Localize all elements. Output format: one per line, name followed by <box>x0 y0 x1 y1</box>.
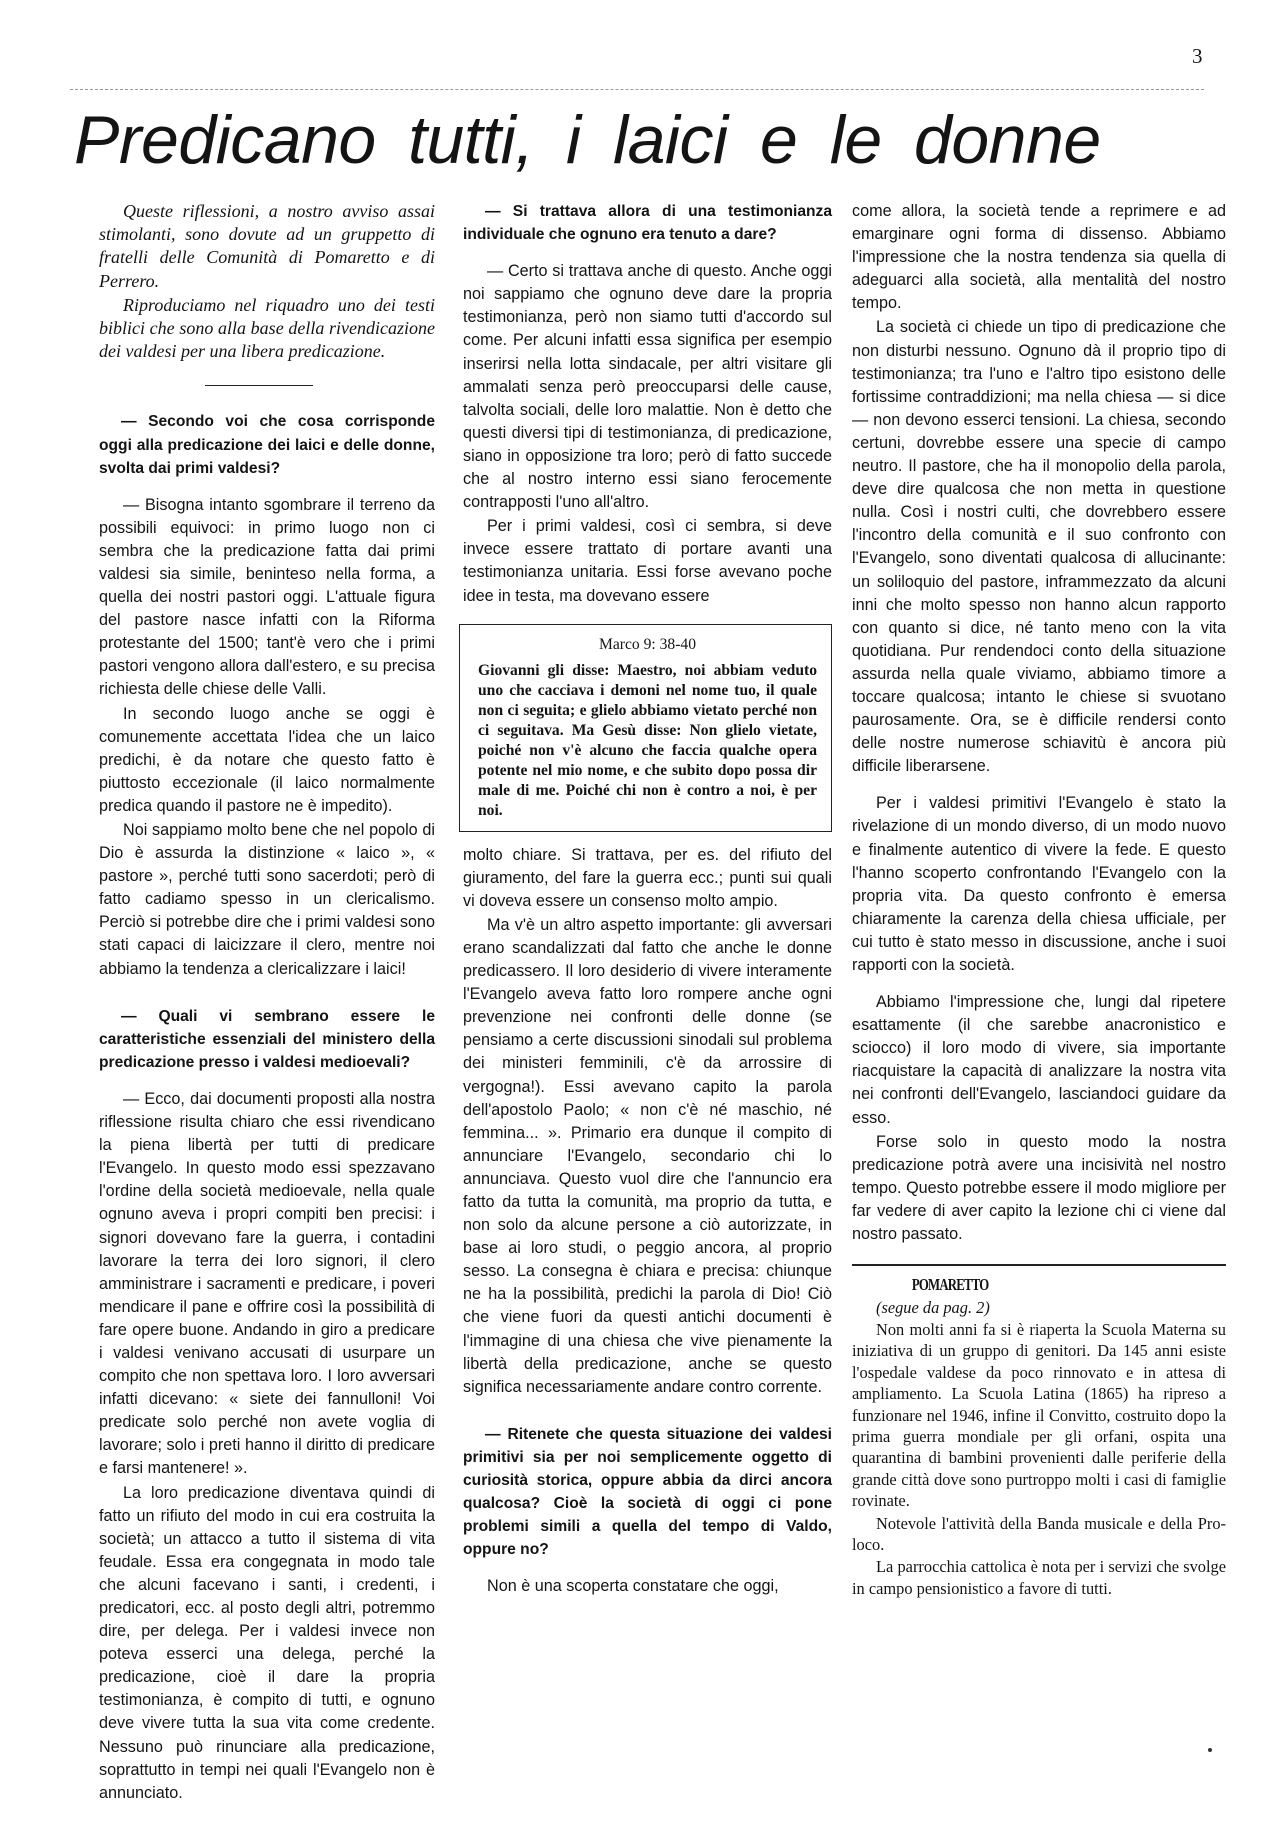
intro-separator <box>205 385 313 386</box>
column-1 <box>99 200 435 1805</box>
paragraph: In secondo luogo anche se oggi è comunemente accettata l'idea che un laico predichi, è da notare che questo fatto è piuttosto eccezionale (il laico normalmente predica quando il pastore ne è impedito). <box>99 704 435 815</box>
bible-quote-box <box>459 624 832 832</box>
column-2-bottom <box>463 844 832 1599</box>
paragraph: Noi sappiamo molto bene che nel popolo di Dio è assurda la distinzione « laico », « pastore », perché tutti sono sacerdoti; però di fatto cadiamo spesso in un clericalismo. Perciò si potrebbe dire che i primi valdesi sono stati capaci di laicizzare il clero, mentre noi abbiamo la tendenza a clericalizzare i laici! <box>99 821 435 978</box>
paragraph: — Bisogna intanto sgombrare il terreno da possibili equivoci: in primo luogo non ci sembra che la predicazione fatta dai primi valdesi sia simile, beninteso nella forma, a quella dei nostri pastori oggi. L'attuale figura del pastore nasce infatti con la Riforma protestante del 1500; tant'è vero che i primi pastori vengono allora dall'estero, e su precisa richiesta delle chiese delle Valli. <box>99 495 435 699</box>
bible-reference: Marco 9: 38-40 <box>598 635 696 653</box>
pomaretto-paragraph: Notevole l'attività della Banda musicale e della Pro-loco. <box>852 1513 1226 1554</box>
question: — Secondo voi che cosa corrisponde oggi alla predicazione dei laici e delle donne, svolta dai primi valdesi? <box>99 413 435 477</box>
top-rule <box>70 89 1204 90</box>
paragraph: Forse solo in questo modo la nostra predicazione potrà avere una incisività nel nostro tempo. Questo potrebbe essere il modo migliore per far vedere di aver capito la lezione chi ci viene dal nostro passato. <box>852 1132 1226 1244</box>
pomaretto-subtitle: (segue da pag. 2) <box>876 1297 990 1317</box>
column-2 <box>463 200 832 1599</box>
pomaretto-rule <box>852 1264 1226 1266</box>
pomaretto-title: POMARETTO <box>911 1275 989 1295</box>
paragraph: — Ecco, dai documenti proposti alla nostra riflessione risulta chiaro che essi rivendicano la piena libertà per tutti di predicare l'Evangelo. In questo modo essi spezzavano l'ordine della società medioevale, nella quale ognuno aveva i propri compiti ben precisi: i signori dovevano fare la guerra, i contadini lavorare la terra dei loro signori, il clero amministrare i sacramenti e predicare, i poveri mendicare il pane e offrire così la possibilità di fare opere buone. Andando in giro a predicare i valdesi venivano accusati di usurpare un compito che non spettava loro. I loro avversari infatti dicevano: « siete dei fannulloni! Voi predicate solo perché non avete voglia di lavorare; solo i preti hanno il diritto di predicare e farsi mantenere! ». <box>99 1089 435 1478</box>
pomaretto-section <box>852 1274 1226 1599</box>
scan-speck <box>1208 1748 1212 1752</box>
intro <box>99 200 435 363</box>
paragraph: — Certo si trattava anche di questo. Anche oggi noi sappiamo che ognuno deve dare la propria testimonianza, però non siamo tutti d'accordo sul come. Per alcuni infatti essa significa per esempio inserirsi nella lotta sindacale, per altri visitare gli ammalati senza però preoccuparsi delle cause, talvolta sociali, delle loro malattie. Non è detto che questi diversi tipi di testimonianza, di predicazione, siano in opposizione tra loro; però di fatto succede che al nostro interno essi siano ferocemente contrapposti l'uno all'altro. <box>463 262 832 512</box>
column-3 <box>852 200 1226 1599</box>
question: — Si trattava allora di una testimonianza individuale che ognuno era tenuto a dare? <box>463 203 832 244</box>
paragraph: come allora, la società tende a reprimere e ad emarginare ogni forma di dissenso. Abbiamo l'impressione che la nostra tendenza sia quella di adeguarci alla società, alla mentalità del nostro tempo. <box>852 202 1226 313</box>
paragraph: molto chiare. Si trattava, per es. del rifiuto del giuramento, del fare la guerra ecc.; punti sui quali vi doveva essere un consenso molto ampio. <box>463 845 832 910</box>
paragraph: La società ci chiede un tipo di predicazione che non disturbi nessuno. Ognuno dà il proprio tipo di testimonianza; tra l'uno e l'altro tipo esistono delle fortissime contraddizioni; ma nella chiesa — si dice — non devono esserci tensioni. La chiesa, secondo certuni, dovrebbe essere una specie di campo neutro. Il pastore, che ha il monopolio della parola, deve dire qualcosa che non metta in questione nulla. Così i nostri culti, che dovrebbero essere l'incontro della comunità e il suo confronto con l'Evangelo, sono diventati qualcosa di allucinante: un soliloquio del pastore, inframmezzato da alcuni inni che molto spesso non hanno alcun rapporto con quanto si dice, né tanto meno con la vita quotidiana. Pur rendendoci conto della situazione assurda nella quale viviamo, abbiamo timore a toccare qualcosa; intanto le chiese si svuotano paurosamente. Ora, se è difficile rendersi conto delle nostre numerose schiavitù è ancora più difficile liberarsene. <box>852 318 1226 776</box>
paragraph: Non è una scoperta constatare che oggi, <box>487 1577 779 1596</box>
paragraph: Per i primi valdesi, così ci sembra, si deve invece essere trattato di portare avanti una testimonianza unitaria. Essi forse avevano poche idee in testa, ma dovevano essere <box>463 517 832 605</box>
headline: Predicano tutti, i laici e le donne <box>74 102 1101 178</box>
intro-paragraph: Riproduciamo nel riquadro uno dei testi biblici che sono alla base della rivendicazione dei valdesi per una libera predicazione. <box>99 294 435 362</box>
pomaretto-paragraph: La parrocchia cattolica è nota per i servizi che svolge in campo pensionistico a favore di tutti. <box>852 1557 1226 1598</box>
page-number: 3 <box>1192 44 1203 68</box>
paragraph: La loro predicazione diventava quindi di fatto un rifiuto del modo in cui era costruita la società; un attacco a tutto il sistema di vita feudale. Essa era congegnata in modo tale che alcuni facevano i santi, i credenti, i predicatori, ecc. al posto degli altri, potremmo dire, per delega. Per i valdesi invece non poteva esserci una delega, perché la predicazione, cioè il dare la propria testimonianza, è compito di tutti, e ognuno deve vivere tutta la sua vita come credente. Nessuno può rinunciare alla predicazione, soprattutto in tempi nei quali l'Evangelo non è annunciato. <box>99 1483 435 1802</box>
question: — Ritenete che questa situazione dei valdesi primitivi sia per noi semplicemente oggetto di curiosità storica, oppure abbia da dirci ancora qualcosa? Cioè la società di oggi ci pone problemi simili a quella del tempo di Valdo, oppure no? <box>463 1425 832 1559</box>
paragraph: Ma v'è un altro aspetto importante: gli avversari erano scandalizzati dal fatto che anche le donne predicassero. Il loro desiderio di vivere interamente l'Evangelo aveva fatto loro rompere anche ogni prevenzione nei confronti delle donne (se pensiamo a certe discussioni sinodali sul problema dei ministeri femminili, c'è da arrossire di vergogna!). Essi avevano capito la parola dell'apostolo Paolo; « non c'è né maschio, né femmina... ». Primario era dunque il compito di annunciare l'Evangelo, secondario chi lo annunciava. Questo vuol dire che l'annuncio era fatto da tutta la comunità, ma proprio da tutta, e non solo da alcune persone a ciò autorizzate, in base ai loro studi, o peggio ancora, al proprio sesso. La consegna è chiara e precisa: chiunque ne ha la possibilità, predichi la parola di Dio! Ciò che viene fuori da questi antichi documenti è l'immagine di una chiesa che vive pienamente la libertà della predicazione, anche se questo significa necessariamente andare contro corrente. <box>463 915 832 1396</box>
intro-paragraph: Queste riflessioni, a nostro avviso assai stimolanti, sono dovute ad un gruppetto di fratelli delle Comunità di Pomaretto e di Perrero. <box>99 201 435 291</box>
paragraph: Per i valdesi primitivi l'Evangelo è stato la rivelazione di un mondo diverso, di un modo nuovo e finalmente autentico di vivere la fede. E questo l'hanno scoperto confrontando l'Evangelo con la propria vita. Da questo confronto è emersa chiaramente la carenza della chiesa ufficiale, per cui tutto è stato messo in discussione, anche i suoi rapporti con la società. <box>852 794 1226 974</box>
bible-text: Giovanni gli disse: Maestro, noi abbiam veduto uno che cacciava i demoni nel nome tuo, il quale non ci seguita; e glielo abbiamo vietato perché non ci seguitava. Ma Gesù disse: Non glielo vietate, poiché non v'è alcuno che faccia qualche opera potente nel mio nome, e che subito dopo possa dir male di me. Poiché chi non è contro a noi, è per noi. <box>478 661 817 819</box>
pomaretto-paragraph: Non molti anni fa si è riaperta la Scuola Materna su iniziativa di un gruppo di genitori. Da 145 anni esiste l'ospedale valdese da poco rinnovato e in attesa di ampliamento. La Scuola Latina (1865) ha ripreso a funzionare nel 1946, infine il Convitto, costruito dopo la prima guerra mondiale per gli orfani, ospita una quarantina di bambini provenienti dalle periferie della grande città dove sono purtroppo molti i casi di famiglie rovinate. <box>852 1319 1226 1511</box>
paragraph: Abbiamo l'impressione che, lungi dal ripetere esattamente (il che sarebbe anacronistico e sciocco) il loro modo di vivere, sia importante riacquistare la capacità di analizzare la nostra vita nei confronti dell'Evangelo, lasciandoci guidare da esso. <box>852 993 1226 1127</box>
question: — Quali vi sembrano essere le caratteristiche essenziali del ministero della predicazione presso i valdesi medioevali? <box>99 1007 435 1071</box>
column-2-top <box>463 200 832 608</box>
column-3-body <box>852 200 1226 1246</box>
column-1-body <box>99 410 435 1804</box>
